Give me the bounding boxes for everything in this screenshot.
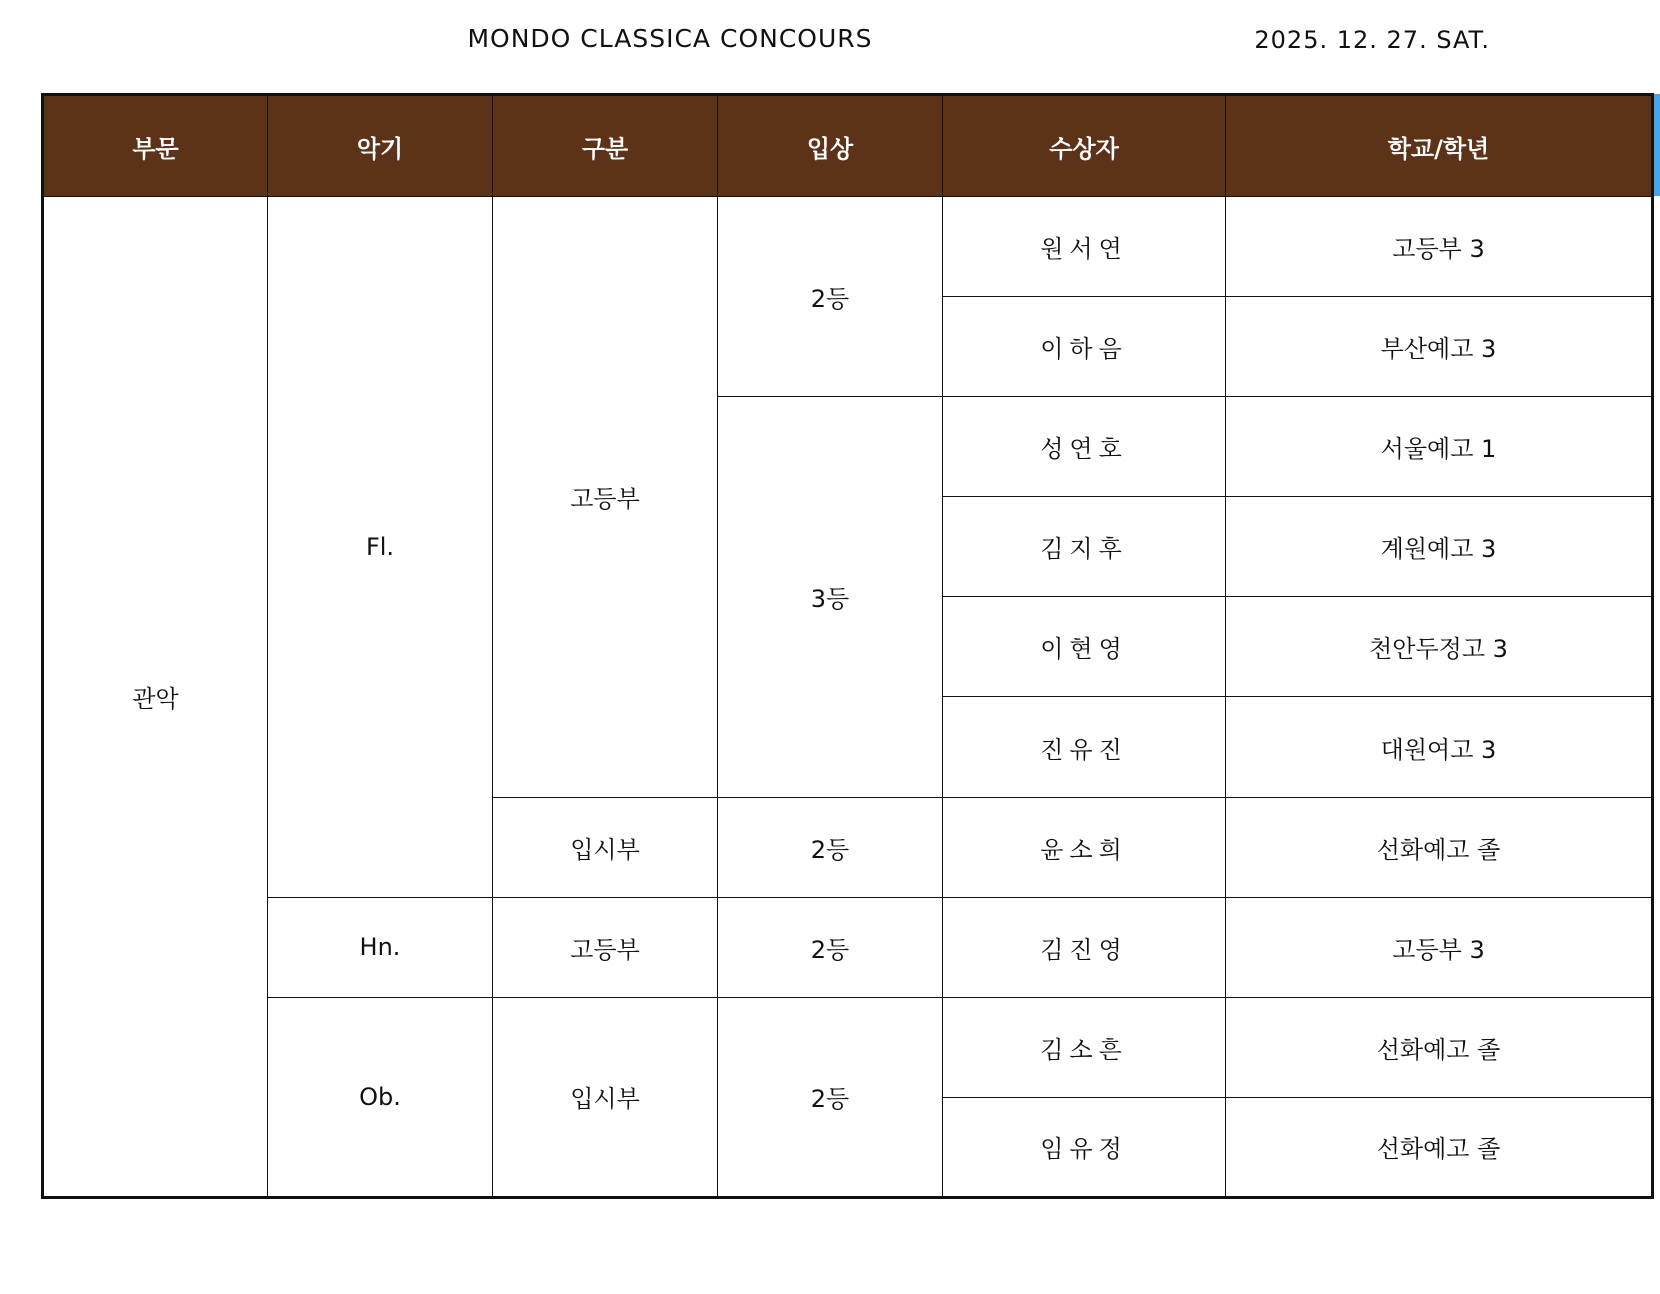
- winner-name-cell: 성연호: [943, 397, 1226, 497]
- column-header-school-grade: 학교/학년: [1226, 95, 1653, 197]
- table-header-row: [43, 95, 1653, 197]
- winner-name-cell: 김진영: [943, 897, 1226, 997]
- winner-name-cell: 김지후: [943, 497, 1226, 597]
- event-date: 2025. 12. 27. SAT.: [1254, 26, 1490, 54]
- placement-cell: 3등: [718, 397, 943, 797]
- column-header-placement: 입상: [718, 95, 943, 197]
- school-grade-cell: 서울예고 1: [1226, 397, 1653, 497]
- winner-name-cell: 원서연: [943, 197, 1226, 297]
- placement-cell: 2등: [718, 797, 943, 897]
- category-cell: 고등부: [493, 197, 718, 798]
- column-header-category: 구분: [493, 95, 718, 197]
- column-header-instrument: 악기: [268, 95, 493, 197]
- placement-cell: 2등: [718, 997, 943, 1197]
- category-cell: 입시부: [493, 997, 718, 1197]
- column-header-division: 부문: [43, 95, 268, 197]
- winner-name-cell: 이현영: [943, 597, 1226, 697]
- school-grade-cell: 선화예고 졸: [1226, 997, 1653, 1097]
- table-row: [43, 197, 1653, 297]
- category-cell: 고등부: [493, 897, 718, 997]
- placement-cell: 2등: [718, 197, 943, 397]
- instrument-cell-horn: Hn.: [268, 897, 493, 997]
- winner-name-cell: 윤소희: [943, 797, 1226, 897]
- placement-cell: 2등: [718, 897, 943, 997]
- school-grade-cell: 계원예고 3: [1226, 497, 1653, 597]
- school-grade-cell: 부산예고 3: [1226, 297, 1653, 397]
- school-grade-cell: 대원여고 3: [1226, 697, 1653, 797]
- category-cell: 입시부: [493, 797, 718, 897]
- winner-name-cell: 김소흔: [943, 997, 1226, 1097]
- column-header-winner: 수상자: [943, 95, 1226, 197]
- winner-name-cell: 진유진: [943, 697, 1226, 797]
- instrument-cell-flute: Fl.: [268, 197, 493, 898]
- awards-table: [41, 93, 1654, 1199]
- table-row: [43, 897, 1653, 997]
- school-grade-cell: 고등부 3: [1226, 897, 1653, 997]
- school-grade-cell: 천안두정고 3: [1226, 597, 1653, 697]
- school-grade-cell: 선화예고 졸: [1226, 1097, 1653, 1197]
- document-title: MONDO CLASSICA CONCOURS: [467, 24, 873, 53]
- division-cell: 관악: [43, 197, 268, 1198]
- winner-name-cell: 이하음: [943, 297, 1226, 397]
- winner-name-cell: 임유정: [943, 1097, 1226, 1197]
- school-grade-cell: 선화예고 졸: [1226, 797, 1653, 897]
- table-row: [43, 997, 1653, 1097]
- school-grade-cell: 고등부 3: [1226, 197, 1653, 297]
- instrument-cell-oboe: Ob.: [268, 997, 493, 1197]
